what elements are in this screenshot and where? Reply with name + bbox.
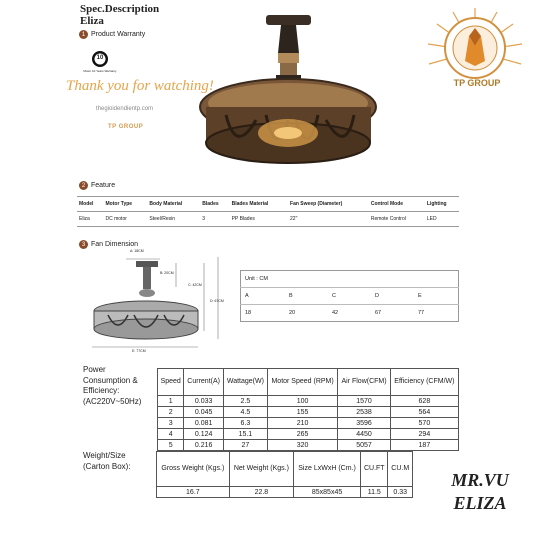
table-header-cell: Fan Sweep (Diameter) xyxy=(288,197,369,212)
spec-title-line2: Eliza xyxy=(80,15,104,27)
table-row xyxy=(158,407,459,418)
table-row xyxy=(157,487,413,498)
warranty-badge-number: 10 xyxy=(96,55,104,61)
fan-dimension-drawing xyxy=(78,249,240,359)
section-number: 2 xyxy=(79,181,88,190)
table-header-cell: Speed xyxy=(158,369,184,396)
dimension-drawing-illustration xyxy=(78,249,240,359)
table-cell: 27 xyxy=(223,440,267,451)
table-cell: 5 xyxy=(158,440,184,451)
table-cell: 0.33 xyxy=(388,487,413,498)
table-cell: 3596 xyxy=(338,418,390,429)
table-cell: 15.1 xyxy=(223,429,267,440)
logo-ring-text xyxy=(425,6,426,7)
weight-label xyxy=(83,451,131,472)
fan-product-image xyxy=(196,15,381,177)
power-label xyxy=(83,365,155,407)
table-cell: 320 xyxy=(267,440,337,451)
table-header-cell: C xyxy=(328,288,371,305)
table-cell: 11.5 xyxy=(361,487,388,498)
warranty-badge-text: Motor 10 Years Warranty xyxy=(83,69,117,73)
table-cell: 42 xyxy=(328,305,371,322)
dimension-label-c: C: 42CM xyxy=(188,283,202,287)
table-cell: 628 xyxy=(390,396,458,407)
logo-group-name: TP GROUP xyxy=(453,78,501,88)
table-header-cell: Current(A) xyxy=(184,369,223,396)
table-cell: 22.8 xyxy=(229,487,293,498)
table-cell: 18 xyxy=(241,305,286,322)
table-cell: 5057 xyxy=(338,440,390,451)
table-cell: 3 xyxy=(200,212,229,227)
table-cell: 155 xyxy=(267,407,337,418)
table-cell: 1570 xyxy=(338,396,390,407)
table-header-row xyxy=(77,197,459,212)
table-header-cell: Gross Weight (Kgs.) xyxy=(157,452,230,487)
table-row xyxy=(158,429,459,440)
table-header-cell: Lighting xyxy=(425,197,459,212)
site-watermark: thegioidendientp.com xyxy=(96,106,154,112)
signature xyxy=(440,469,520,515)
power-label-line: (AC220V~50Hz) xyxy=(83,396,142,406)
table-header-cell: Air Flow(CFM) xyxy=(338,369,390,396)
table-cell: 2538 xyxy=(338,407,390,418)
table-cell: 77 xyxy=(414,305,459,322)
table-header-cell: B xyxy=(285,288,328,305)
section-warranty-header xyxy=(79,30,145,39)
section-dimension-header xyxy=(79,240,138,249)
table-row xyxy=(241,305,459,322)
table-cell: 2.5 xyxy=(223,396,267,407)
table-cell: Steel/Resin xyxy=(147,212,200,227)
section-label: Feature xyxy=(91,182,116,189)
warranty-badge xyxy=(80,49,120,79)
table-header-cell: CU.FT xyxy=(361,452,388,487)
table-cell: 85x85x45 xyxy=(294,487,361,498)
table-cell: Eliza xyxy=(77,212,104,227)
table-header-cell: Motor Speed (RPM) xyxy=(267,369,337,396)
weight-table xyxy=(156,451,413,498)
table-header-cell: D xyxy=(371,288,414,305)
table-cell: LED xyxy=(425,212,459,227)
table-header-row xyxy=(241,288,459,305)
power-label-line: Efficiency: xyxy=(83,386,120,395)
sunburst-logo-icon xyxy=(425,6,525,106)
table-header-cell: Model xyxy=(77,197,104,212)
power-table xyxy=(157,368,459,451)
power-label-line: Power xyxy=(83,365,106,374)
table-row xyxy=(77,212,459,227)
table-header-cell: Control Mode xyxy=(369,197,425,212)
dimension-table xyxy=(240,270,459,322)
power-label-line: Consumption & xyxy=(83,375,138,385)
table-cell: PP Blades xyxy=(230,212,288,227)
unit-label: Unit : CM xyxy=(245,276,268,282)
table-row xyxy=(158,396,459,407)
table-header-cell: E xyxy=(414,288,459,305)
table-header-cell: CU.M xyxy=(388,452,413,487)
section-label: Fan Dimension xyxy=(91,241,139,248)
table-cell: 4450 xyxy=(338,429,390,440)
table-cell: 20 xyxy=(285,305,328,322)
table-cell: 187 xyxy=(390,440,458,451)
dimension-label-d: D: 67CM xyxy=(210,299,224,303)
table-header-cell: Blades xyxy=(200,197,229,212)
table-cell: 570 xyxy=(390,418,458,429)
table-cell: 0.045 xyxy=(184,407,223,418)
table-cell: 0.124 xyxy=(184,429,223,440)
dimension-label-e: E: 77CM xyxy=(132,349,146,353)
table-header-cell: Motor Type xyxy=(104,197,148,212)
table-header-cell: A xyxy=(241,288,286,305)
table-cell: 564 xyxy=(390,407,458,418)
thanks-watermark: Thank you for watching! xyxy=(66,78,214,94)
weight-label-line: (Carton Box): xyxy=(83,461,131,471)
table-cell: 4.5 xyxy=(223,407,267,418)
table-header-row xyxy=(157,452,413,487)
table-header-cell: Body Material xyxy=(147,197,200,212)
section-number: 1 xyxy=(79,30,88,39)
table-cell: 100 xyxy=(267,396,337,407)
table-cell: 0.033 xyxy=(184,396,223,407)
table-header-row xyxy=(158,369,459,396)
spec-title-line1: Spec.Description xyxy=(80,3,160,15)
table-header-cell: Blades Material xyxy=(230,197,288,212)
table-cell: 0.081 xyxy=(184,418,223,429)
tp-group-logo xyxy=(425,6,525,106)
ceiling-fan-illustration xyxy=(196,15,381,177)
signature-line1: MR.VU xyxy=(451,470,509,490)
table-cell: DC motor xyxy=(104,212,148,227)
table-cell: 6.3 xyxy=(223,418,267,429)
table-header-cell: Net Weight (Kgs.) xyxy=(229,452,293,487)
table-header-cell: Wattage(W) xyxy=(223,369,267,396)
section-feature-header xyxy=(79,181,115,190)
table-cell: 210 xyxy=(267,418,337,429)
table-cell: 4 xyxy=(158,429,184,440)
section-label: Product Warranty xyxy=(91,31,146,38)
table-cell: 1 xyxy=(158,396,184,407)
table-cell: 16.7 xyxy=(157,487,230,498)
section-number: 3 xyxy=(79,240,88,249)
table-cell: 0.216 xyxy=(184,440,223,451)
table-row xyxy=(158,418,459,429)
table-cell: Remote Control xyxy=(369,212,425,227)
signature-line2: ELIZA xyxy=(453,493,507,513)
table-cell: 265 xyxy=(267,429,337,440)
table-header-cell: Size LxWxH (Cm.) xyxy=(294,452,361,487)
table-cell: 2 xyxy=(158,407,184,418)
group-watermark: TP GROUP xyxy=(108,124,144,130)
table-row xyxy=(158,440,459,451)
dimension-label-a: A: 18CM xyxy=(130,249,144,253)
warranty-badge-icon xyxy=(80,49,120,79)
table-cell: 3 xyxy=(158,418,184,429)
table-cell: 22" xyxy=(288,212,369,227)
table-cell: 67 xyxy=(371,305,414,322)
table-cell: 294 xyxy=(390,429,458,440)
spec-title xyxy=(80,3,159,27)
feature-table xyxy=(77,196,459,227)
dimension-label-b: B: 20CM xyxy=(160,271,174,275)
table-header-cell: Efficiency (CFM/W) xyxy=(390,369,458,396)
weight-label-line: Weight/Size xyxy=(83,451,126,460)
table-row xyxy=(241,271,459,288)
